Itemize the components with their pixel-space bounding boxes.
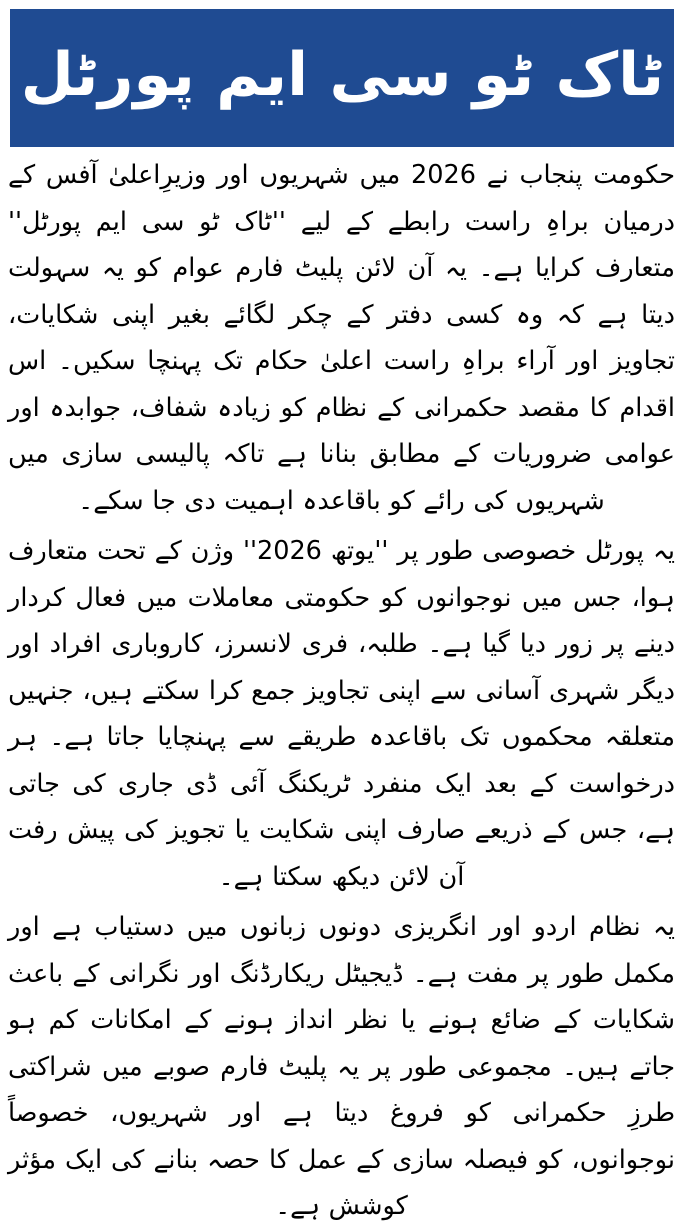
headline-banner: [10, 9, 674, 147]
article-paragraph-3: یہ نظام اردو اور انگریزی دونوں زبانوں میں دستیاب ہے اور مکمل طور پر مفت ہے۔ ڈیجیٹل ریکارڈنگ اور نگرانی کے باعث شکایات کے ضائع ہونے یا نظر انداز ہونے کے امکانات کم ہو جاتے ہیں۔ مجموعی طور پر یہ پلیٹ فارم صوبے میں شراکتی طرزِ حکمرانی کو فروغ دیتا ہے اور شہریوں، خصوصاً نوجوانوں، کو فیصلہ سازی کے عمل کا حصہ بنانے کی ایک مؤثر کوشش ہے۔: [8, 912, 675, 1221]
page-title: ٹاک ٹو سی ایم پورٹل: [20, 39, 664, 110]
article-paragraph-2: یہ پورٹل خصوصی طور پر ''یوتھ 2026'' وژن کے تحت متعارف ہوا، جس میں نوجوانوں کو حکومتی معاملات میں فعال کردار دینے پر زور دیا گیا ہے۔ طلبہ، فری لانسرز، کاروباری افراد اور دیگر شہری آسانی سے اپنی تجاویز جمع کرا سکتے ہیں، جنہیں متعلقہ محکموں تک باقاعدہ طریقے سے پہنچایا جاتا ہے۔ ہر درخواست کے بعد ایک منفرد ٹریکنگ آئی ڈی جاری کی جاتی ہے، جس کے ذریعے صارف اپنی شکایت یا تجویز کی پیش رفت آن لائن دیکھ سکتا ہے۔: [8, 536, 675, 892]
article-body: [8, 152, 675, 1221]
article-paragraph-1: حکومت پنجاب نے 2026 میں شہریوں اور وزیرِاعلیٰ آفس کے درمیان براہِ راست رابطے کے لیے ''ٹاک ٹو سی ایم پورٹل'' متعارف کرایا ہے۔ یہ آن لائن پلیٹ فارم عوام کو یہ سہولت دیتا ہے کہ وہ کسی دفتر کے چکر لگائے بغیر اپنی شکایات، تجاویز اور آراء براہِ راست اعلیٰ حکام تک پہنچا سکیں۔ اس اقدام کا مقصد حکمرانی کے نظام کو زیادہ شفاف، جوابدہ اور عوامی ضروریات کے مطابق بنانا ہے تاکہ پالیسی سازی میں شہریوں کی رائے کو باقاعدہ اہمیت دی جا سکے۔: [8, 160, 675, 516]
